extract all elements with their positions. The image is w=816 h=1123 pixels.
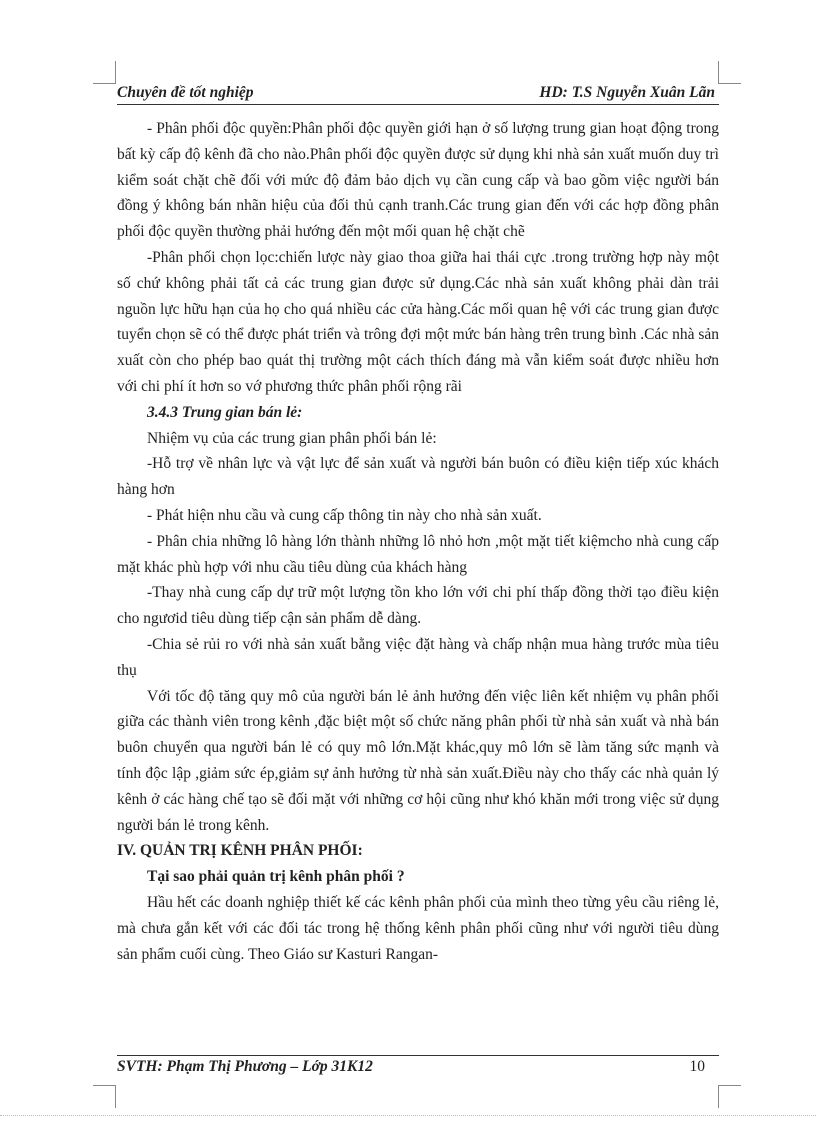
page-footer	[117, 1055, 719, 1078]
crop-mark-top-right	[718, 61, 741, 84]
crop-mark-bottom-left	[93, 1085, 116, 1108]
footer-author: SVTH: Phạm Thị Phương – Lớp 31K12	[117, 1058, 373, 1075]
paragraph-retail-scale: Với tốc độ tăng quy mô của người bán lẻ ảnh hưởng đến việc liên kết nhiệm vụ phân phối giữa các thành viên trong kênh ,đặc biệt một số chức năng phân phối từ nhà sản xuất và nhà bán buôn chuyển qua người bán lẻ có quy mô lớn.Mặt khác,quy mô lớn sẽ làm tăng sức mạnh và tính độc lập ,giảm sức ép,giảm sự ảnh hưởng từ nhà sản xuất.Điều này cho thấy các nhà quản lý kênh ở các hàng chế tạo sẽ đối mặt với những cơ hội cũng như khó khăn mới trong việc sử dụng người bán lẻ trong kênh.	[117, 687, 719, 834]
paragraph-retail-task-3: - Phân chia những lô hàng lớn thành những lô nhỏ hơn ,một mặt tiết kiệmcho nhà cung cấp mặt khác phù hợp với nhu cầu tiêu dùng của khách hàng	[117, 532, 719, 576]
question-heading: Tại sao phải quản trị kênh phân phối ?	[147, 868, 405, 886]
paragraph-retail-task-2: - Phát hiện nhu cầu và cung cấp thông tin này cho nhà sản xuất.	[147, 506, 542, 524]
paragraph-retail-tasks-intro: Nhiệm vụ của các trung gian phân phối bán lẻ:	[147, 429, 437, 447]
header-advisor: HD: T.S Nguyễn Xuân Lãn	[539, 84, 715, 101]
paragraph-retail-task-1: -Hỗ trợ về nhân lực và vật lực để sản xuất và người bán buôn có điều kiện tiếp xúc khách hàng hơn	[117, 455, 719, 499]
paragraph-exclusive-distribution: - Phân phối độc quyền:Phân phối độc quyền giới hạn ở số lượng trung gian hoạt động trong bất kỳ cấp độ kênh đã cho nào.Phân phối độc quyền được sử dụng khi nhà sản xuất muốn duy trì kiểm soát chặt chẽ đối với mức độ đảm bảo dịch vụ cần cung cấp và bao gồm việc người bán đồng ý không bán nhãn hiệu của đối thủ cạnh tranh.Các trung gian đến với các hợp đồng phân phối độc quyền thường phải hướng đến một mối quan hệ chặt chẽ	[117, 120, 719, 241]
paragraph-retail-task-4: -Thay nhà cung cấp dự trữ một lượng tồn kho lớn với chi phí thấp đồng thời tạo điều kiện cho ngươid tiêu dùng tiếp cận sản phẩm dễ dàng.	[117, 584, 719, 628]
section-heading-channel-management: IV. QUẢN TRỊ KÊNH PHÂN PHỐI:	[117, 842, 363, 860]
paragraph-retail-task-5: -Chia sẻ rủi ro với nhà sản xuất bằng việc đặt hàng và chấp nhận mua hàng trước mùa tiêu thụ	[117, 635, 719, 679]
page-boundary-line	[0, 1115, 816, 1116]
header-title: Chuyên đề tốt nghiệp	[117, 84, 254, 101]
page-header	[117, 84, 719, 105]
page-number: 10	[689, 1058, 705, 1075]
crop-mark-top-left	[93, 61, 116, 84]
page-body	[117, 116, 719, 967]
paragraph-selective-distribution: -Phân phối chọn lọc:chiến lược này giao thoa giữa hai thái cực .trong trường hợp này một số chứ không phải tất cả các trung gian được sử dụng.Các nhà sản xuất không phải dàn trải nguồn lực hữu hạn của họ cho quá nhiều các cửa hàng.Các mối quan hệ với các trung gian được tuyển chọn sẽ có thể được phát triển và trông đợi một mức bán hàng trên trung bình .Các nhà sản xuất còn cho phép bao quát thị trường một cách thích đáng mà vẫn kiểm soát được nhiều hơn với chi phí ít hơn so vớ phương thức phân phối rộng rãi	[117, 248, 719, 395]
subsection-heading-retail: 3.4.3 Trung gian bán lẻ:	[147, 403, 303, 421]
paragraph-channel-management: Hầu hết các doanh nghiệp thiết kế các kênh phân phối của mình theo từng yêu cầu riêng lẻ, mà chưa gắn kết với các đối tác trong hệ thống kênh phân phối cũng như với người tiêu dùng sản phẩm cuối cùng. Theo Giáo sư Kasturi Rangan-	[117, 893, 719, 963]
crop-mark-bottom-right	[718, 1085, 741, 1108]
